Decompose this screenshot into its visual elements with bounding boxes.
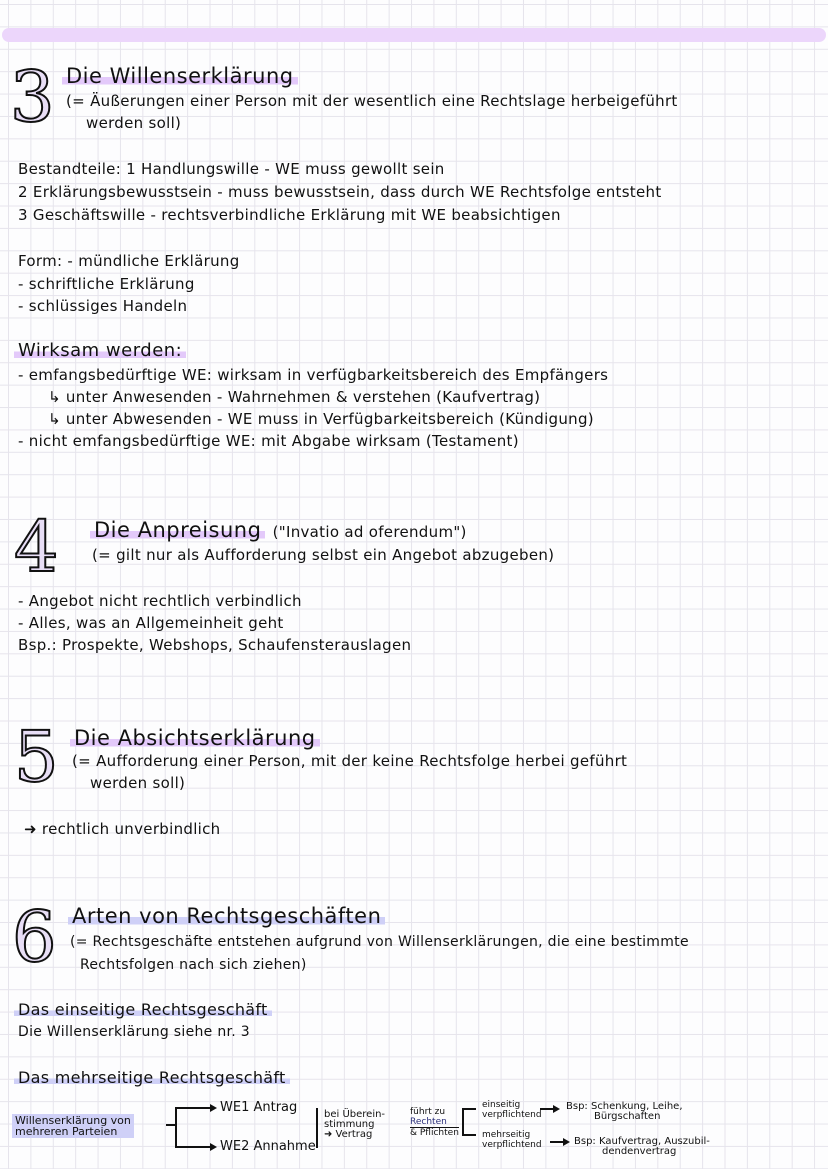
section-number-6: 6 [12,896,57,978]
bestandteile-line-1: Bestandteile: 1 Handlungswille - WE muss gewollt sein [18,160,445,178]
definition: (= Rechtsgeschäfte entstehen aufgrund von Willenserklärungen, die eine bestimmte [70,934,689,950]
anpreisung-example: Bsp.: Prospekte, Webshops, Schaufensterauslagen [18,636,412,654]
agreement-text: bei Überein- stimmung ➜ Vertrag [324,1109,386,1140]
connector [540,1108,554,1110]
definition-cont: Rechtsfolgen nach sich ziehen) [80,957,307,973]
connector [550,1141,564,1143]
branch2-example: Bsp: Kaufvertrag, Auszubil- dendenvertrag [574,1136,710,1157]
arrow-icon [210,1143,217,1151]
connector [462,1108,476,1110]
definition: (= Aufforderung einer Person, mit der keine Rechtsfolge herbei geführt [72,752,628,770]
wirksam-line-2: ↳ unter Anwesenden - Wahrnehmen & verstehen (Kaufvertrag) [48,388,541,406]
definition-cont: werden soll) [86,114,182,132]
form-line-2: - schriftliche Erklärung [18,275,195,293]
absicht-line-1: ➜ rechtlich unverbindlich [24,820,221,838]
anpreisung-line-2: - Alles, was an Allgemeinheit geht [18,614,284,632]
wirksam-heading: Wirksam werden: [14,340,186,361]
bestandteile-line-2: 2 Erklärungsbewusstsein - muss bewusstsein, dass durch WE Rechtsfolge entsteht [18,183,662,201]
bracket [316,1108,318,1148]
section-title: Die Anpreisung ("Invatio ad oferendum") [90,518,467,542]
connector [175,1146,211,1148]
bestandteile-line-3: 3 Geschäftswille - rechtsverbindliche Erklärung mit WE beabsichtigen [18,206,561,224]
definition: (= Äußerungen einer Person mit der wesentlich eine Rechtslage herbeigeführt [66,92,678,110]
section-title: Die Absichtserklärung [70,726,320,750]
section-number-4: 4 [14,506,59,588]
branch1-example: Bsp: Schenkung, Leihe, Bürgschaften [566,1101,683,1122]
arrow-icon [563,1138,570,1146]
einseitig-heading: Das einseitige Rechtsgeschäft [14,1000,272,1019]
connector [175,1107,177,1147]
section-title: Arten von Rechtsgeschäften [68,904,385,928]
diagram-source: Willenserklärung von mehreren Parteien [12,1114,134,1138]
arrow-icon [553,1105,560,1113]
form-line-3: - schlüssiges Handeln [18,297,188,315]
arrow-icon [210,1104,217,1112]
we2-label: WE2 Annahme [220,1139,316,1154]
definition: (= gilt nur als Aufforderung selbst ein Angebot abzugeben) [92,546,555,564]
mehrseitig-heading: Das mehrseitige Rechtsgeschäft [14,1068,290,1087]
einseitig-text: Die Willenserklärung siehe nr. 3 [18,1024,250,1040]
wirksam-line-4: - nicht emfangsbedürftige WE: mit Abgabe wirksam (Testament) [18,432,519,450]
wirksam-line-3: ↳ unter Abwesenden - WE muss in Verfügbarkeitsbereich (Kündigung) [48,410,594,428]
connector [175,1107,211,1109]
header-highlight-bar [2,28,826,42]
section-number-3: 3 [10,56,55,138]
anpreisung-line-1: - Angebot nicht rechtlich verbindlich [18,592,302,610]
section-number-5: 5 [14,716,59,798]
connector [462,1134,476,1136]
branch2: mehrseitig verpflichtend [482,1130,542,1150]
connector [462,1108,464,1136]
we1-label: WE1 Antrag [220,1100,298,1115]
result-text: führt zu Rechten & Pflichten [410,1107,459,1138]
definition-cont: werden soll) [90,774,186,792]
section-title: Die Willenserklärung [62,64,298,88]
wirksam-line-1: - emfangsbedürftige WE: wirksam in verfügbarkeitsbereich des Empfängers [18,366,609,384]
branch1: einseitig verpflichtend [482,1100,542,1120]
form-line-1: Form: - mündliche Erklärung [18,252,240,270]
